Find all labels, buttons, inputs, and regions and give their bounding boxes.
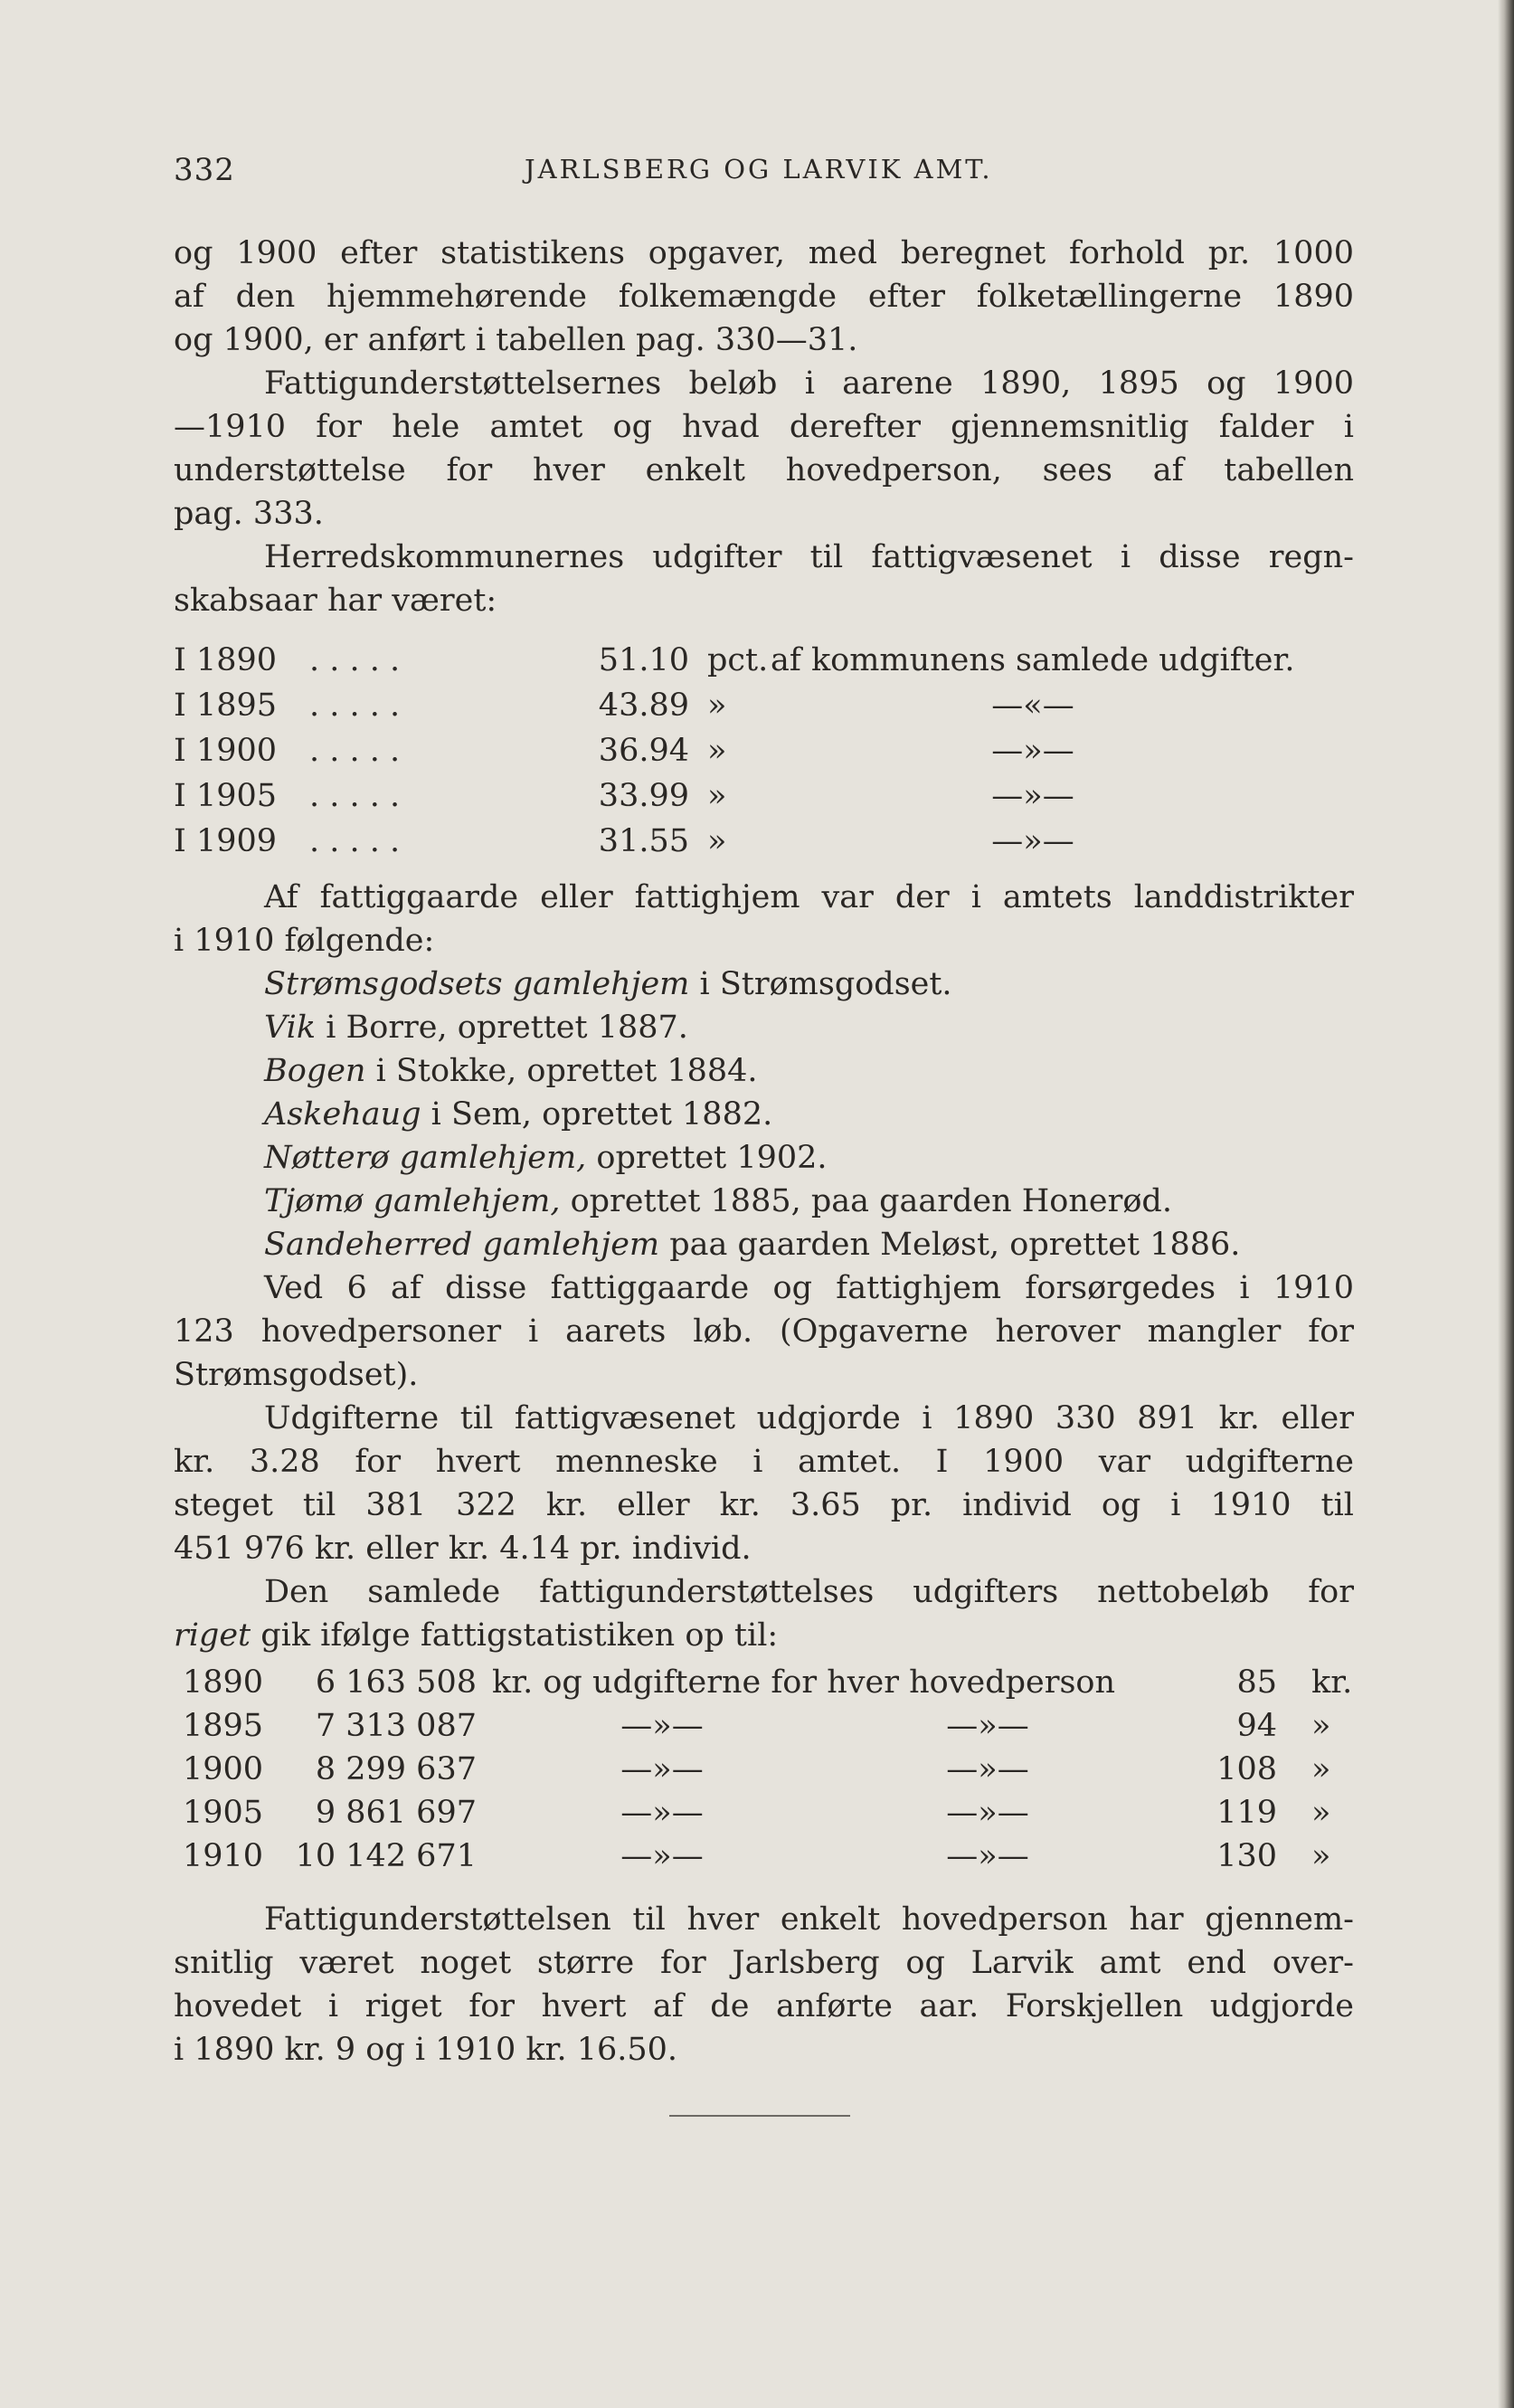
unit-cell: » (1311, 1838, 1331, 1874)
leader-dots: . . . . . (309, 733, 401, 769)
institution-detail: i Stokke, oprettet 1884. (365, 1053, 758, 1089)
ditto-cell: —»— (946, 1838, 1029, 1874)
unit-cell: » (707, 823, 727, 859)
value-cell: 36.94 (598, 733, 689, 769)
ditto-cell: —«— (991, 687, 1074, 724)
page-header (174, 152, 1349, 197)
leader-dots: . . . . . (309, 823, 401, 859)
table-row (174, 729, 1354, 773)
ditto-cell: —»— (620, 1751, 704, 1787)
year-cell: 1895 (183, 1708, 264, 1744)
paragraph-line: 123 hovedpersoner i aarets løb. (Opgaverne herover mangler for (174, 1313, 1354, 1350)
year-cell: 1890 (183, 1664, 264, 1701)
description-cell: kr. og udgifterne for hver hovedperson (492, 1664, 1116, 1701)
table-row (174, 1791, 1354, 1834)
italic-word: riget (174, 1617, 251, 1654)
table-row (174, 639, 1354, 682)
per-person-cell: 108 (1216, 1751, 1277, 1787)
year-cell: 1905 (183, 1795, 264, 1831)
paragraph-line: og 1900, er anført i tabellen pag. 330—31. (174, 322, 858, 358)
ditto-cell: —»— (620, 1795, 704, 1831)
ditto-cell: —»— (991, 823, 1074, 859)
paragraph-line: af den hjemmehørende folkemængde efter folketællingerne 1890 (174, 279, 1354, 315)
paragraph-line: og 1900 efter statistikens opgaver, med beregnet forhold pr. 1000 (174, 235, 1354, 271)
list-item (264, 1180, 1354, 1223)
institution-detail: oprettet 1902. (586, 1140, 828, 1176)
paragraph-line: Fattigunderstøttelsen til hver enkelt hovedperson har gjennem- (264, 1901, 1354, 1938)
paragraph-line: 451 976 kr. eller kr. 4.14 pr. individ. (174, 1531, 752, 1567)
per-person-cell: 130 (1216, 1838, 1277, 1874)
value-cell: 51.10 (598, 642, 689, 678)
book-spine-shadow (1498, 0, 1514, 2408)
institution-detail: paa gaarden Meløst, oprettet 1886. (659, 1227, 1241, 1263)
institution-detail: oprettet 1885, paa gaarden Honerød. (560, 1183, 1172, 1219)
amount-cell: 8 299 637 (315, 1751, 477, 1787)
table-row (174, 1748, 1354, 1791)
year-cell: I 1895 (174, 687, 278, 724)
paragraph-line: Fattigunderstøttelsernes beløb i aarene 1890, 1895 og 1900 (264, 365, 1354, 402)
per-person-cell: 94 (1236, 1708, 1277, 1744)
paragraph-line: —1910 for hele amtet og hvad derefter gjennemsnitlig falder i (174, 409, 1354, 445)
year-cell: I 1890 (174, 642, 278, 678)
section-divider (669, 2115, 850, 2117)
institution-name: Bogen (264, 1053, 366, 1089)
value-cell: 31.55 (598, 823, 689, 859)
paragraph-line: hovedet i riget for hvert af de anførte aar. Forskjellen udgjorde (174, 1988, 1354, 2024)
table-row (174, 1704, 1354, 1748)
year-cell: 1900 (183, 1751, 264, 1787)
unit-cell: » (1311, 1708, 1331, 1744)
ditto-cell: —»— (991, 778, 1074, 814)
institution-detail: i Sem, oprettet 1882. (421, 1096, 773, 1133)
institution-name: Sandeherred gamlehjem (264, 1227, 660, 1263)
amount-cell: 6 163 508 (315, 1664, 477, 1701)
amount-cell: 9 861 697 (315, 1795, 477, 1831)
institution-name: Strømsgodsets gamlehjem (264, 966, 690, 1002)
desc-cell: af kommunens samlede udgifter. (771, 642, 1295, 678)
amount-cell: 10 142 671 (295, 1838, 477, 1874)
paragraph-line: steget til 381 322 kr. eller kr. 3.65 pr. individ og i 1910 til (174, 1487, 1354, 1523)
unit-cell: kr. (1311, 1664, 1353, 1701)
list-item (264, 1006, 1354, 1049)
list-item (264, 1093, 1354, 1136)
ditto-cell: —»— (946, 1795, 1029, 1831)
paragraph-line: skabsaar har været: (174, 583, 497, 619)
ditto-cell: —»— (946, 1708, 1029, 1744)
institution-detail: i Strømsgodset. (689, 966, 952, 1002)
year-cell: I 1909 (174, 823, 278, 859)
unit-cell: » (707, 687, 727, 724)
paragraph-line: Udgifterne til fattigvæsenet udgjorde i 1890 330 891 kr. eller (264, 1400, 1354, 1436)
year-cell: I 1905 (174, 778, 278, 814)
amount-cell: 7 313 087 (315, 1708, 477, 1744)
paragraph-line: Den samlede fattigunderstøttelses udgifters nettobeløb for (264, 1574, 1354, 1610)
list-item (264, 1223, 1354, 1266)
paragraph-line: understøttelse for hver enkelt hovedperson, sees af tabellen (174, 452, 1354, 488)
leader-dots: . . . . . (309, 642, 401, 678)
unit-cell: » (1311, 1795, 1331, 1831)
paragraph-line: pag. 333. (174, 496, 324, 532)
unit-cell: pct. (707, 642, 769, 678)
institution-detail: i Borre, oprettet 1887. (316, 1010, 688, 1046)
unit-cell: » (1311, 1751, 1331, 1787)
year-cell: 1910 (183, 1838, 264, 1874)
paragraph-line: Ved 6 af disse fattiggaarde og fattighjem forsørgedes i 1910 (264, 1270, 1354, 1306)
table-row (174, 684, 1354, 727)
paragraph-line: Herredskommunernes udgifter til fattigvæsenet i disse regn- (264, 539, 1354, 575)
leader-dots: . . . . . (309, 687, 401, 724)
unit-cell: » (707, 778, 727, 814)
paragraph-line: i 1910 følgende: (174, 923, 435, 959)
unit-cell: » (707, 733, 727, 769)
value-cell: 33.99 (598, 778, 689, 814)
institution-name: Vik (264, 1010, 317, 1046)
year-cell: I 1900 (174, 733, 278, 769)
table-row (174, 774, 1354, 818)
table-row (174, 1834, 1354, 1878)
paragraph-line: snitlig været noget større for Jarlsberg og Larvik amt end over- (174, 1945, 1354, 1981)
line-text: gik ifølge fattigstatistiken op til: (251, 1617, 779, 1654)
per-person-cell: 119 (1216, 1795, 1277, 1831)
table-row (174, 1661, 1354, 1704)
paragraph-line (174, 1614, 1354, 1657)
value-cell: 43.89 (598, 687, 689, 724)
ditto-cell: —»— (620, 1838, 704, 1874)
paragraph-line: Af fattiggaarde eller fattighjem var der i amtets landdistrikter (264, 879, 1354, 915)
institution-name: Nøtterø gamlehjem, (264, 1140, 587, 1176)
table-row (174, 820, 1354, 863)
ditto-cell: —»— (991, 733, 1074, 769)
running-head: JARLSBERG OG LARVIK AMT. (525, 154, 993, 185)
ditto-cell: —»— (946, 1751, 1029, 1787)
leader-dots: . . . . . (309, 778, 401, 814)
institution-name: Tjømø gamlehjem, (264, 1183, 561, 1219)
institution-name: Askehaug (264, 1096, 421, 1133)
ditto-cell: —»— (620, 1708, 704, 1744)
per-person-cell: 85 (1236, 1664, 1277, 1701)
paragraph-line: i 1890 kr. 9 og i 1910 kr. 16.50. (174, 2032, 678, 2068)
paragraph-line: Strømsgodset). (174, 1357, 419, 1393)
list-item (264, 962, 1354, 1006)
page-number: 332 (174, 152, 235, 188)
paragraph-line: kr. 3.28 for hvert menneske i amtet. I 1900 var udgifterne (174, 1444, 1354, 1480)
list-item (264, 1049, 1354, 1093)
list-item (264, 1136, 1354, 1180)
